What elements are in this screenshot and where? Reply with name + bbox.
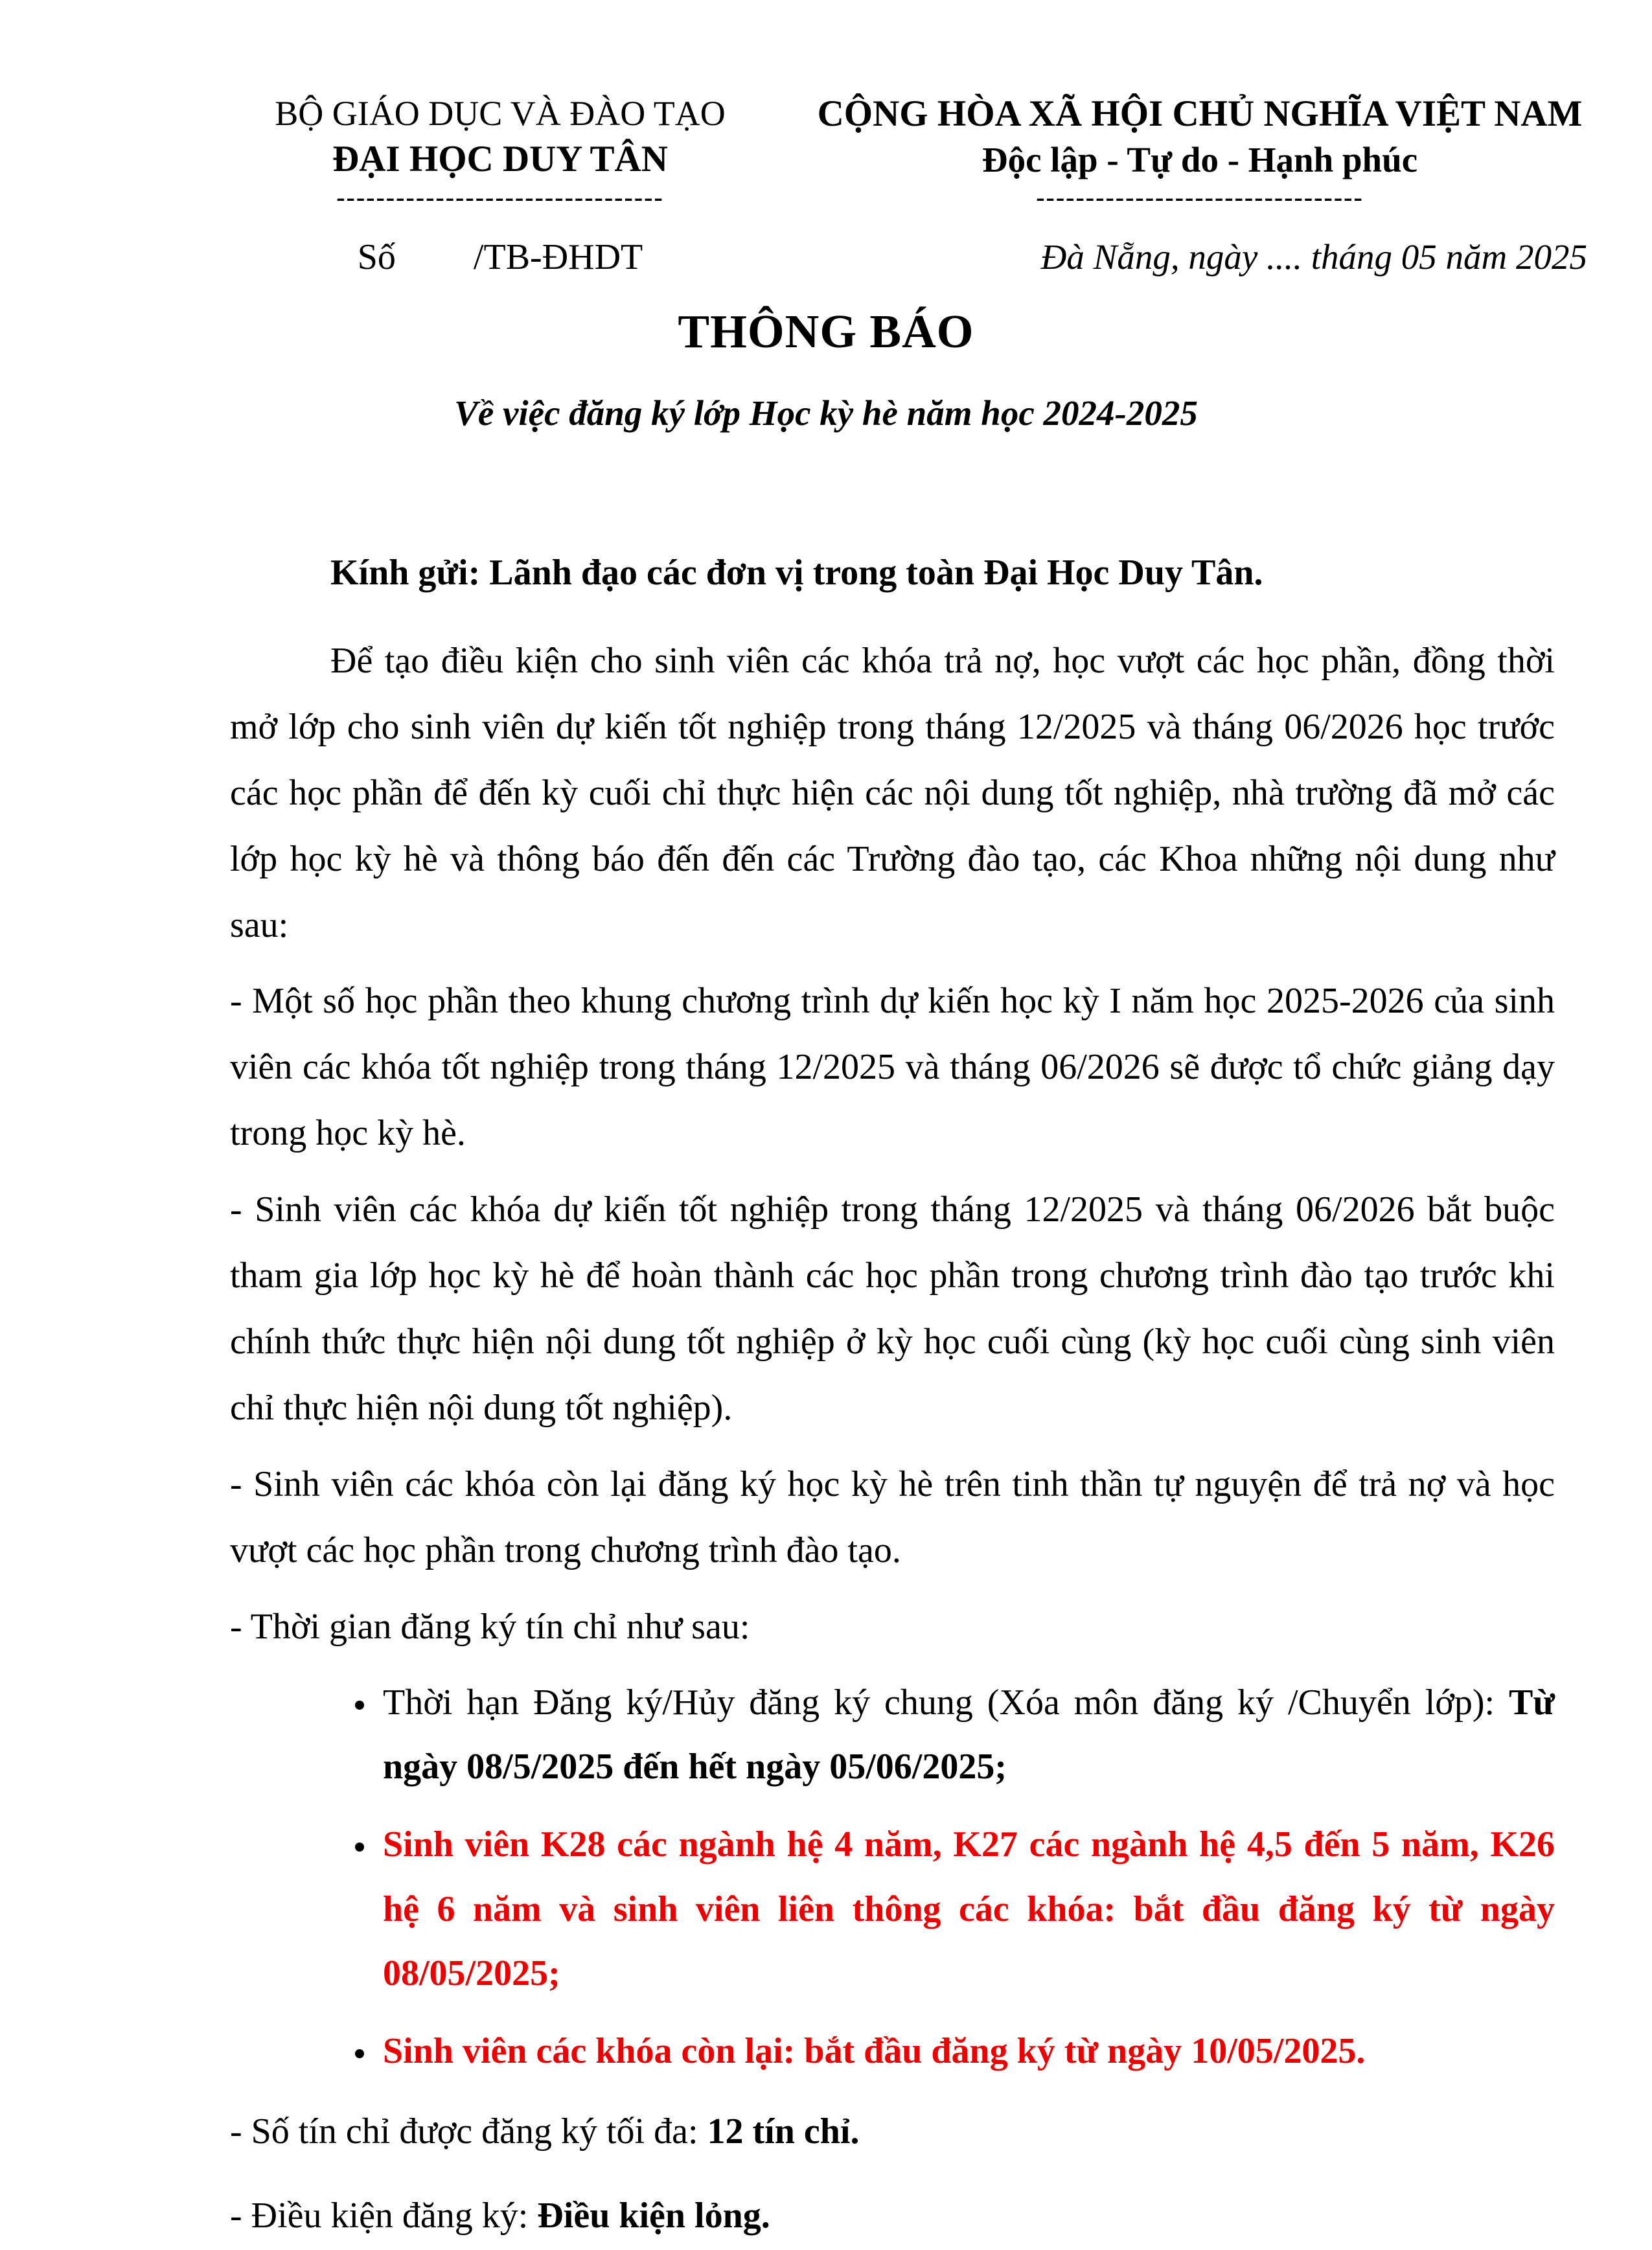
paragraph-registration-time-heading: - Thời gian đăng ký tín chỉ như sau: (230, 1606, 750, 1647)
document-number-label: Số (357, 237, 396, 277)
paragraph-course-offering: - Một số học phần theo khung chương trình dự kiến học kỳ I năm học 2025-2026 của sinh viên các khóa tốt nghiệp trong tháng 12/2025 và tháng 06/2026 sẽ được tổ chức giảng dạy trong học kỳ hè. (230, 981, 1555, 1154)
max-credits-label: - Số tín chỉ được đăng ký tối đa: (230, 2111, 707, 2152)
left-header-divider: --------------------------------- (336, 183, 664, 212)
list-item-registration-period (378, 1671, 1555, 1800)
max-credits-line (230, 2097, 1555, 2166)
registration-condition-label: - Điều kiện đăng ký: (230, 2195, 538, 2236)
closing-lines (230, 2097, 1555, 2250)
announcement-document (0, 91, 1652, 2236)
paragraph-mandatory-participation: - Sinh viên các khóa dự kiến tốt nghiệp trong tháng 12/2025 và tháng 06/2026 bắt buộc tham gia lớp học kỳ hè để hoàn thành các học phần trong chương trình đào tạo trước khi chính thức thực hiện nội dung tốt nghiệp ở kỳ học cuối cùng (kỳ học cuối cùng sinh viên chỉ thực hiện nội dung tốt nghiệp). (230, 1189, 1555, 1428)
place-date-line: Đà Nẵng, ngày .... tháng 05 năm 2025 (1040, 237, 1587, 277)
national-motto: Độc lập - Tự do - Hạnh phúc (981, 140, 1418, 179)
national-header-block (806, 91, 1594, 280)
paragraph-intro: Để tạo điều kiện cho sinh viên các khóa trả nợ, học vượt các học phần, đồng thời mở lớp cho sinh viên dự kiến tốt nghiệp trong tháng 12/2025 và tháng 06/2026 học trước các học phần để đến kỳ cuối chỉ thực hiện các nội dung tốt nghiệp, nhà trường đã mở các lớp học kỳ hè và thông báo đến đến các Trường đào tạo, các Khoa những nội dung như sau: (230, 640, 1555, 945)
document-body (230, 540, 1555, 2250)
registration-condition-value: Điều kiện lỏng. (537, 2195, 770, 2236)
issuing-authority-block (194, 91, 806, 280)
country-name: CỘNG HÒA XÃ HỘI CHỦ NGHĨA VIỆT NAM (817, 93, 1583, 134)
salutation-line: Kính gửi: Lãnh đạo các đơn vị trong toàn Đại Học Duy Tân. (330, 553, 1263, 593)
list-item-early-registration (378, 1813, 1555, 2006)
title-block (0, 302, 1652, 437)
document-number-line (194, 235, 806, 280)
registration-period-dates: Từ ngày 08/5/2025 đến hết ngày 05/06/2025; (383, 1682, 1555, 1787)
document-title: THÔNG BÁO (678, 305, 974, 358)
list-item-remaining-registration (378, 2019, 1555, 2084)
document-header (194, 91, 1594, 280)
document-subtitle: Về việc đăng ký lớp Học kỳ hè năm học 2024-2025 (454, 393, 1198, 433)
registration-schedule-list (230, 1671, 1555, 2084)
max-credits-value: 12 tín chỉ. (707, 2111, 860, 2152)
remaining-registration-text: Sinh viên các khóa còn lại: bắt đầu đăng ký từ ngày 10/05/2025. (383, 2030, 1366, 2071)
registration-condition-line (230, 2181, 1555, 2250)
right-header-divider: --------------------------------- (1036, 183, 1364, 212)
ministry-name: BỘ GIÁO DỤC VÀ ĐÀO TẠO (275, 94, 726, 133)
paragraph-voluntary-registration: - Sinh viên các khóa còn lại đăng ký học kỳ hè trên tinh thần tự nguyện để trả nợ và học vượt các học phần trong chương trình đào tạo. (230, 1464, 1555, 1570)
early-registration-text: Sinh viên K28 các ngành hệ 4 năm, K27 các ngành hệ 4,5 đến 5 năm, K26 hệ 6 năm và sinh viên liên thông các khóa: bắt đầu đăng ký từ ngày 08/05/2025; (383, 1824, 1555, 1994)
university-name: ĐẠI HỌC DUY TÂN (332, 139, 668, 179)
registration-period-text: Thời hạn Đăng ký/Hủy đăng ký chung (Xóa môn đăng ký /Chuyển lớp): (383, 1682, 1509, 1723)
document-number-ref: /TB-ĐHDT (473, 237, 643, 277)
